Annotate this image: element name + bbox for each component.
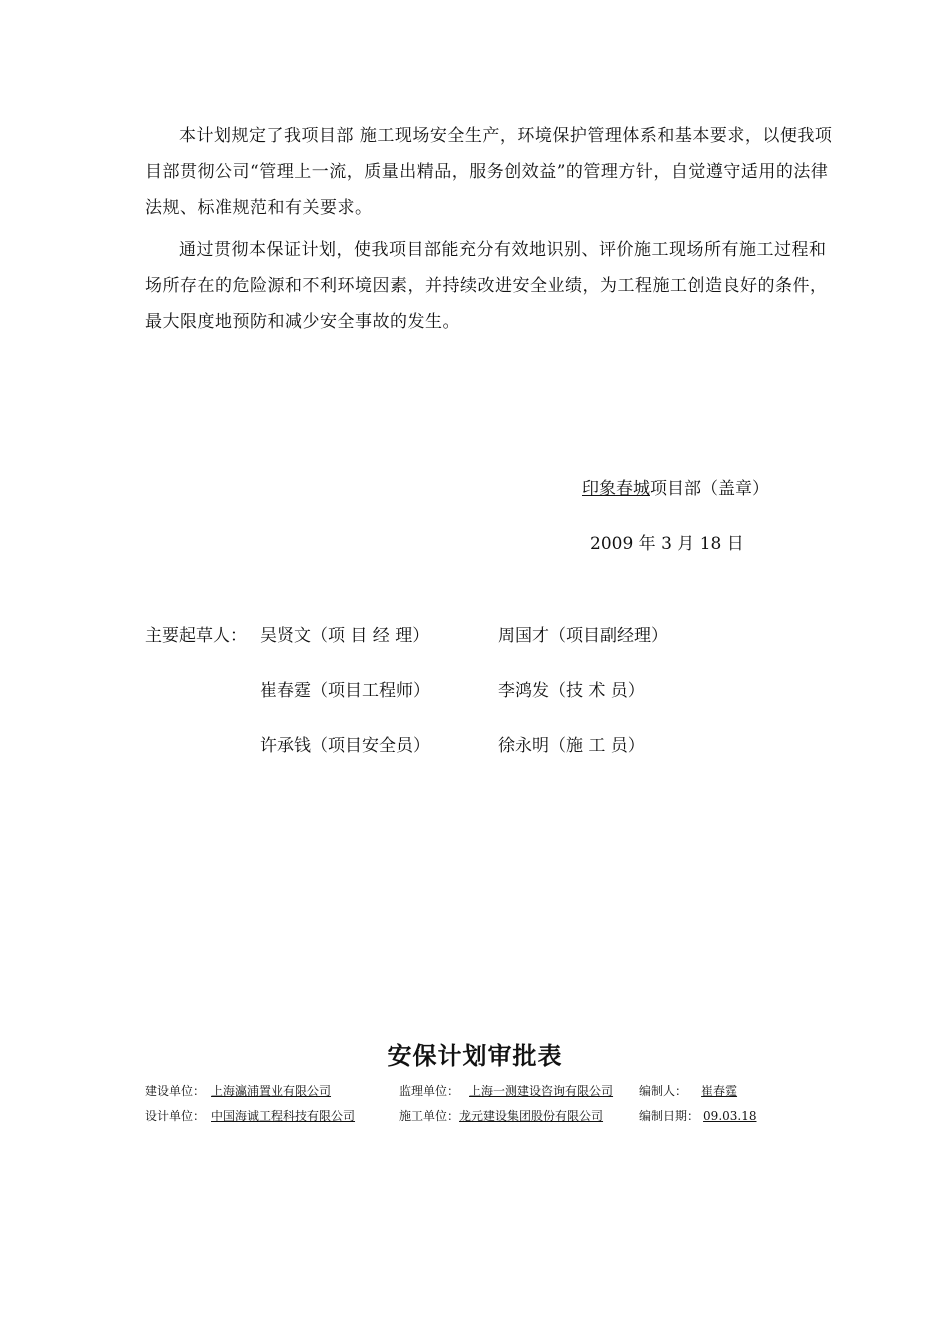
- approval-info-row-2: [145, 1108, 763, 1124]
- construct-unit-label: 施工单位：: [399, 1109, 460, 1123]
- approval-table-title: 安保计划审批表: [387, 1042, 563, 1070]
- supervise-unit-value: 上海一测建设咨询有限公司: [469, 1084, 614, 1098]
- build-unit-value: 上海瀛浦置业有限公司: [211, 1084, 332, 1098]
- drafter-entry: 吴贤文（项 目 经 理）: [260, 626, 430, 646]
- build-unit-label: 建设单位：: [145, 1084, 206, 1098]
- compile-date-value: 09.03.18: [703, 1109, 757, 1123]
- drafter-entry: 徐永明（施 工 员）: [498, 736, 645, 756]
- drafter-entry: 李鸿发（技 术 员）: [498, 681, 645, 701]
- project-name: 印象春城: [582, 479, 650, 499]
- drafter-entry: 周国才（项目副经理）: [498, 626, 668, 646]
- sign-date: 2009 年 3 月 18 日: [590, 534, 744, 554]
- drafter-entry: 崔春霆（项目工程师）: [260, 681, 430, 701]
- design-unit-value: 中国海诚工程科技有限公司: [211, 1109, 356, 1123]
- intro-paragraph-1: 本计划规定了我项目部 施工现场安全生产，环境保护管理体系和基本要求，以便我项目部贯彻公司“管理上一流，质量出精品，服务创效益”的管理方针，自觉遵守适用的法律法规、标准规范和有关要求。: [145, 126, 833, 218]
- dept-seal-label: 项目部（盖章）: [650, 479, 769, 499]
- drafter-entry: 许承钱（项目安全员）: [260, 736, 430, 756]
- construct-unit-value: 龙元建设集团股份有限公司: [459, 1109, 604, 1123]
- author-label: 编制人：: [639, 1084, 688, 1098]
- intro-paragraph-2: 通过贯彻本保证计划，使我项目部能充分有效地识别、评价施工现场所有施工过程和场所存在的危险源和不利环境因素，并持续改进安全业绩，为工程施工创造良好的条件，最大限度地预防和减少安全事故的发生。: [145, 240, 828, 332]
- author-value: 崔春霆: [701, 1084, 738, 1098]
- drafters-label: 主要起草人：: [145, 626, 247, 646]
- supervise-unit-label: 监理单位：: [399, 1084, 460, 1098]
- approval-info-row-1: [145, 1083, 747, 1099]
- design-unit-label: 设计单位：: [145, 1109, 206, 1123]
- seal-line: [570, 474, 769, 499]
- compile-date-label: 编制日期：: [639, 1109, 700, 1123]
